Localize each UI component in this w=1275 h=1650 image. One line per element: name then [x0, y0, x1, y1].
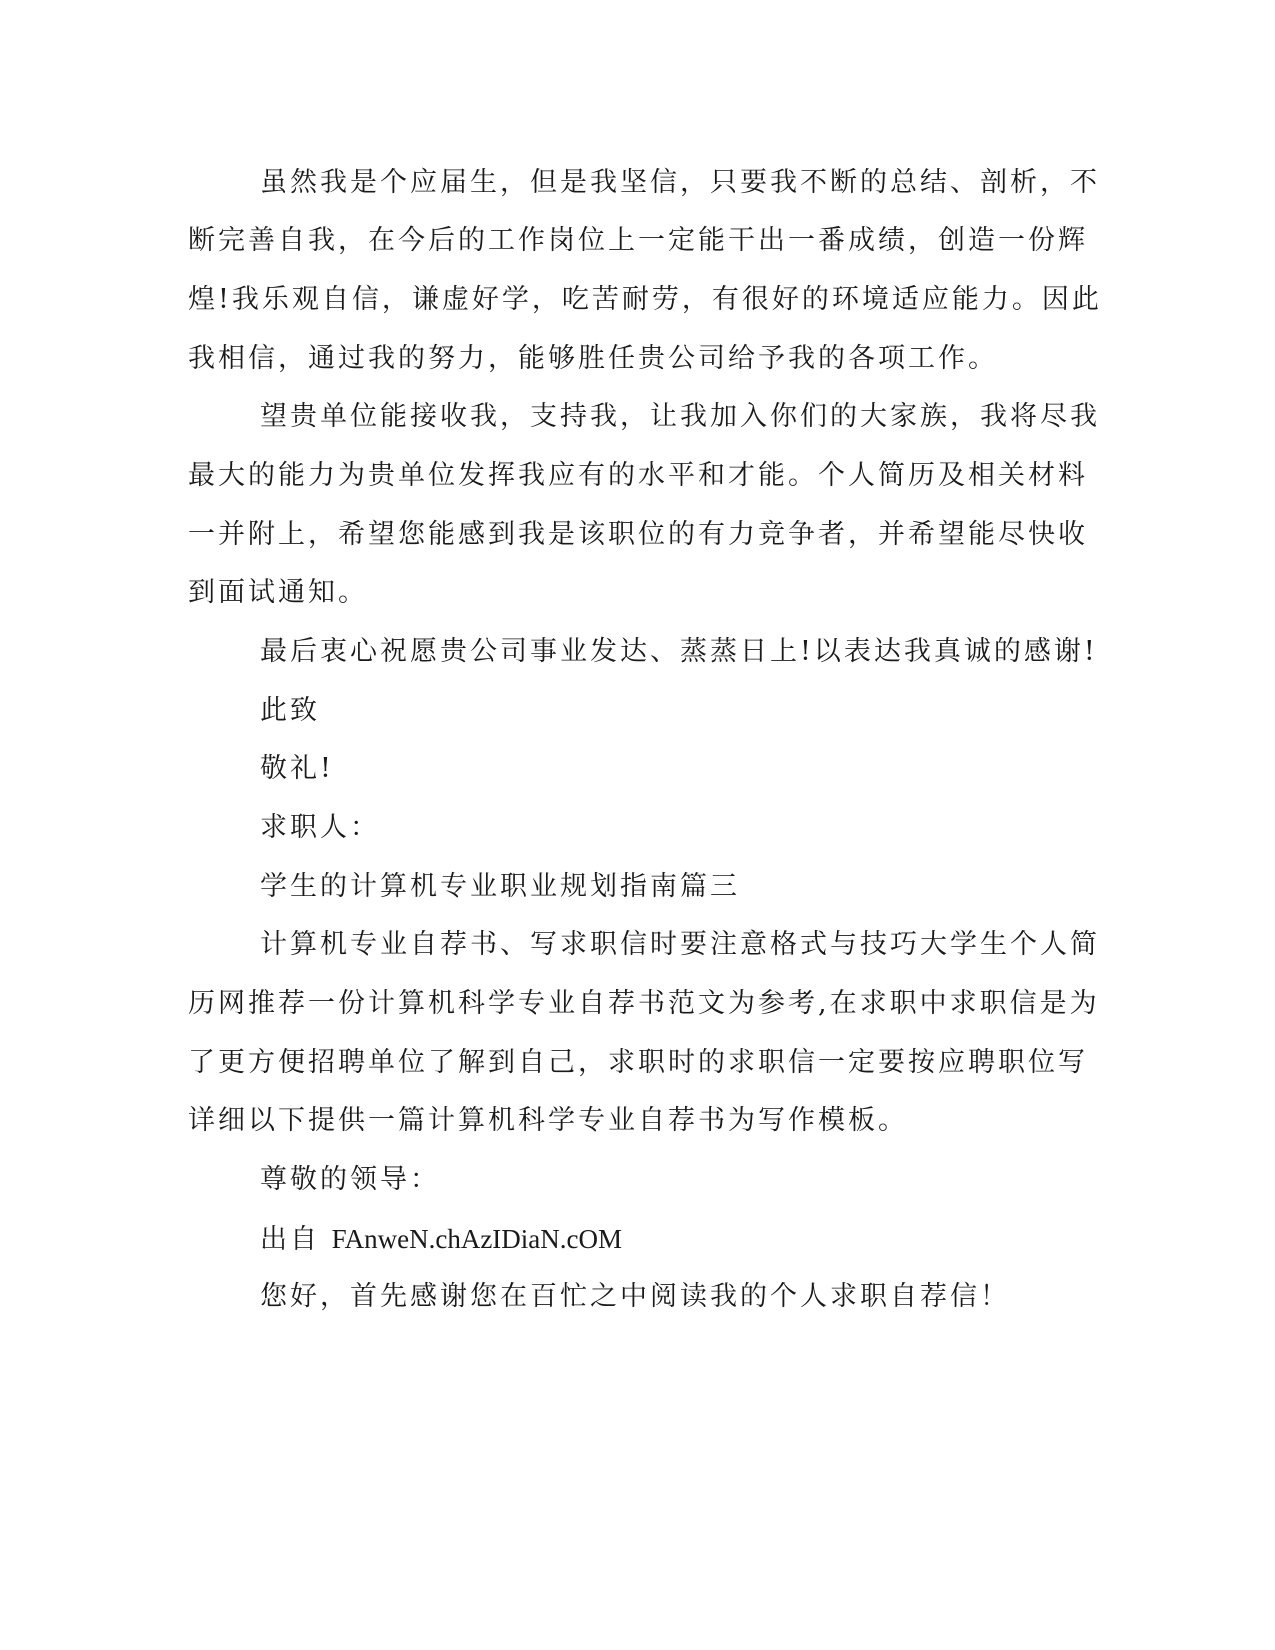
salutation-closing: 此致: [260, 695, 320, 726]
source-prefix: 出自: [260, 1224, 320, 1255]
text-line: 了更方便招聘单位了解到自己，求职时的求职信一定要按应聘职位写: [188, 1047, 1088, 1078]
opening-sentence: 您好，首先感谢您在百忙之中阅读我的个人求职自荐信！: [260, 1281, 1010, 1312]
source-site: FAnweN.chAzIDiaN.cOM: [331, 1224, 623, 1254]
text-line: 详细以下提供一篇计算机科学专业自荐书为写作模板。: [188, 1105, 908, 1136]
greeting: 尊敬的领导：: [260, 1164, 440, 1195]
text-line: 断完善自我，在今后的工作岗位上一定能干出一番成绩，创造一份辉: [188, 225, 1088, 256]
text-line: 虽然我是个应届生，但是我坚信，只要我不断的总结、剖析，不: [260, 167, 1100, 198]
closing-wish: 最后衷心祝愿贵公司事业发达、蒸蒸日上!以表达我真诚的感谢!: [260, 636, 1098, 667]
text-line: 我相信，通过我的努力，能够胜任贵公司给予我的各项工作。: [188, 343, 998, 374]
text-line: 望贵单位能接收我，支持我，让我加入你们的大家族，我将尽我: [260, 401, 1100, 432]
text-line: 煌!我乐观自信，谦虚好学，吃苦耐劳，有很好的环境适应能力。因此: [188, 284, 1102, 315]
section-heading: 学生的计算机专业职业规划指南篇三: [260, 871, 740, 902]
text-line: 一并附上，希望您能感到我是该职位的有力竞争者，并希望能尽快收: [188, 519, 1088, 550]
text-line: 历网推荐一份计算机科学专业自荐书范文为参考,在求职中求职信是为: [188, 988, 1100, 1019]
applicant-label: 求职人：: [260, 812, 380, 843]
salutation-regards: 敬礼!: [260, 753, 334, 784]
text-line: 最大的能力为贵单位发挥我应有的水平和才能。个人简历及相关材料: [188, 460, 1088, 491]
text-line: 计算机专业自荐书、写求职信时要注意格式与技巧大学生个人简: [260, 929, 1100, 960]
source-line: [260, 1222, 1140, 1257]
text-line: 到面试通知。: [188, 577, 368, 608]
